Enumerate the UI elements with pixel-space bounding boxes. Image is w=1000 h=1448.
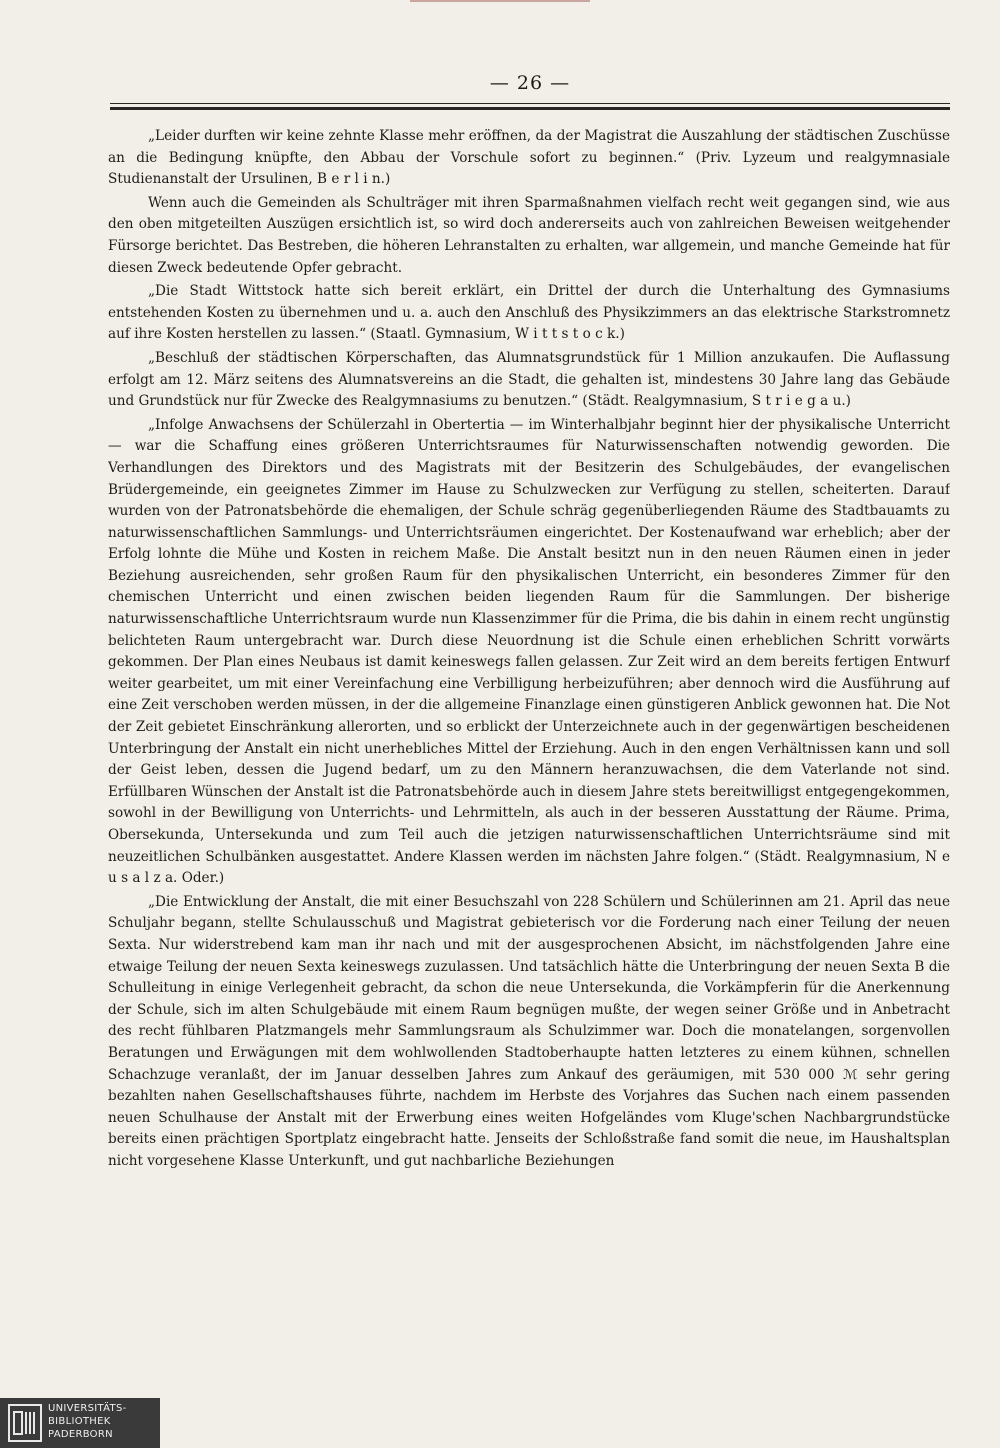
paragraph-quote-berlin: „Leider durften wir keine zehnte Klasse mehr eröffnen, da der Magistrat die Auszahlung der städtischen Zuschüsse an die Bedingung knüpfte, den Abbau der Vorschule sofort zu beginnen.“ (Priv. Lyzeum und realgymnasiale Studienanstalt der Ursulinen, B e r l i n.) [108,128,950,188]
library-logo [0,1398,160,1448]
logo-line-3: PADERBORN [48,1429,113,1440]
library-logo-icon [8,1404,42,1442]
paragraph-quote-neusalz: „Infolge Anwachsens der Schülerzahl in Obertertia — im Winterhalbjahr beginnt hier der physikalische Unterricht — war die Schaffung eines größeren Unterrichtsraumes für Naturwissenschaften notwendig geworden. Die Verhandlungen des Direktors und des Magistrats mit der Besitzerin des Schulgebäudes, der evangelischen Brüdergemeinde, ein geeignetes Zimmer im Hause zu Schulzwecken zur Verfügung zu stellen, scheiterten. Darauf wurden von der Patronatsbehörde die ehemaligen, der Schule schräg gegenüberliegenden Räume des Stadtbauamts zu naturwissenschaftlichen Sammlungs- und Unterrichtsräumen eingerichtet. Der Kostenaufwand war erheblich; aber der Erfolg lohnte die Mühe und Kosten in reichem Maße. Die Anstalt besitzt nun in den neuen Räumen einen in jeder Beziehung ausreichenden, sehr großen Raum für den physikalischen Unterricht, ein besonderes Zimmer für den chemischen Unterricht und einen zwischen beiden liegenden Raum für die Sammlungen. Der bisherige naturwissenschaftliche Unterrichtsraum wurde nun Klassenzimmer für die Prima, die bis dahin in einem recht ungünstig belichteten Raum untergebracht war. Durch diese Neuordnung ist die Schule einen erheblichen Schritt vorwärts gekommen. Der Plan eines Neubaus ist damit keineswegs fallen gelassen. Zur Zeit wird an dem bereits fertigen Entwurf weiter gearbeitet, um mit einer Vereinfachung eine Verbilligung herbeizuführen; aber dennoch wird die Ausführung auf eine Zeit verschoben werden müssen, in der die allgemeine Finanzlage einen günstigeren Anblick gewonnen hat. Die Not der Zeit gebietet Einschränkung allerorten, und so erblickt der Unterzeichnete auch in der gegenwärtigen bescheidenen Unterbringung der Anstalt ein nicht unerhebliches Mittel der Erziehung. Auch in den engen Verhältnissen kann und soll der Geist leben, dessen die Jugend bedarf, um zu den Männern heranzuwachsen, die dem Vaterlande not sind. Erfüllbaren Wünschen der Anstalt ist die Patronatsbehörde auch in diesem Jahre stets bereitwilligst entgegengekommen, sowohl in der Bewilligung von Unterrichts- und Lehrmitteln, als auch in der besseren Ausstattung der Räume. Prima, Obersekunda, Untersekunda und zum Teil auch die jetzigen naturwissenschaftlichen Unterrichtsräume sind mit neuzeitlichen Schulbänken ausgestattet. Andere Klassen werden im nächsten Jahre folgen.“ (Städt. Realgymnasium, N e u s a l z a. Oder.) [108,416,950,887]
paragraph-quote-wittstock: „Die Stadt Wittstock hatte sich bereit erklärt, ein Drittel der durch die Unterhaltung des Gymnasiums entstehenden Kosten zu übernehmen und u. a. auch den Anschluß des Physikzimmers an das elektrische Starkstromnetz auf ihre Kosten herstellen zu lassen.“ (Staatl. Gymnasium, W i t t s t o c k.) [108,283,950,343]
header-rule-thick [110,107,950,110]
top-edge-mark [410,0,590,2]
paragraph-quote-striegau: „Beschluß der städtischen Körperschaften, das Alumnatsgrundstück für 1 Million anzukaufen. Die Auflassung erfolgt am 12. März seitens des Alumnatsvereins an die Stadt, die gehalten ist, mindestens 30 Jahre lang das Gebäude und Grundstück nur für Zwecke des Realgymnasiums zu benutzen.“ (Städt. Realgymnasium, S t r i e g a u.) [108,349,950,410]
paragraph-municipal-support: Wenn auch die Gemeinden als Schulträger mit ihren Sparmaßnahmen vielfach recht weit gegangen sind, wie aus den oben mitgeteilten Auszügen ersichtlich ist, so wird doch andererseits auch von zahlreichen Beweisen weitgehender Fürsorge berichtet. Das Bestreben, die höheren Lehranstalten zu erhalten, war allgemein, und manche Gemeinde hat für diesen Zweck bedeutende Opfer gebracht. [108,194,950,276]
paragraph-school-development: „Die Entwicklung der Anstalt, die mit einer Besuchszahl von 228 Schülern und Schülerinnen am 21. April das neue Schuljahr begann, stellte Schulausschuß und Magistrat gebieterisch vor die Forderung nach einer Teilung der neuen Sexta. Nur widerstrebend kam man ihr nach und mit der ausgesprochenen Absicht, im nächstfolgenden Jahre eine etwaige Teilung der neuen Sexta keineswegs zuzulassen. Und tatsächlich hätte die Unterbringung der neuen Sexta B die Schulleitung in einige Verlegenheit gebracht, da schon die neue Untersekunda, die Vorkämpferin für die Anerkennung der Schule, sich im alten Schulgebäude mit einem Raum begnügen mußte, der wegen seiner Größe und in Anbetracht des recht fühlbaren Platzmangels mehr Sammlungsraum als Schulzimmer war. Doch die monatelangen, sorgenvollen Beratungen und Erwägungen mit dem wohlwollenden Stadtoberhaupte hatten letzteres zu einem kühnen, schnellen Schachzuge veranlaßt, der im Januar desselben Jahres zum Ankauf des geräumigen, mit 530 000 ℳ sehr gering bezahlten nahen Gesellschaftshauses führte, nachdem im Herbste des Vorjahres das Suchen nach einem passenden neuen Schulhause der Anstalt mit der Erwerbung eines weiten Hofgeländes vom Kluge'schen Nachbargrundstücke bereits einen prächtigen Sportplatz eingebracht hatte. Jenseits der Schloßstraße fand somit die neue, im Haushaltsplan nicht vorgesehene Klasse Unterkunft, und gut nachbarliche Beziehungen [108,893,950,1169]
logo-line-1: UNIVERSITÄTS- [48,1403,127,1414]
header-rule-thin [110,103,950,104]
page-body [108,126,950,1276]
logo-line-2: BIBLIOTHEK [48,1416,111,1427]
page-number: — 26 — [489,72,571,94]
